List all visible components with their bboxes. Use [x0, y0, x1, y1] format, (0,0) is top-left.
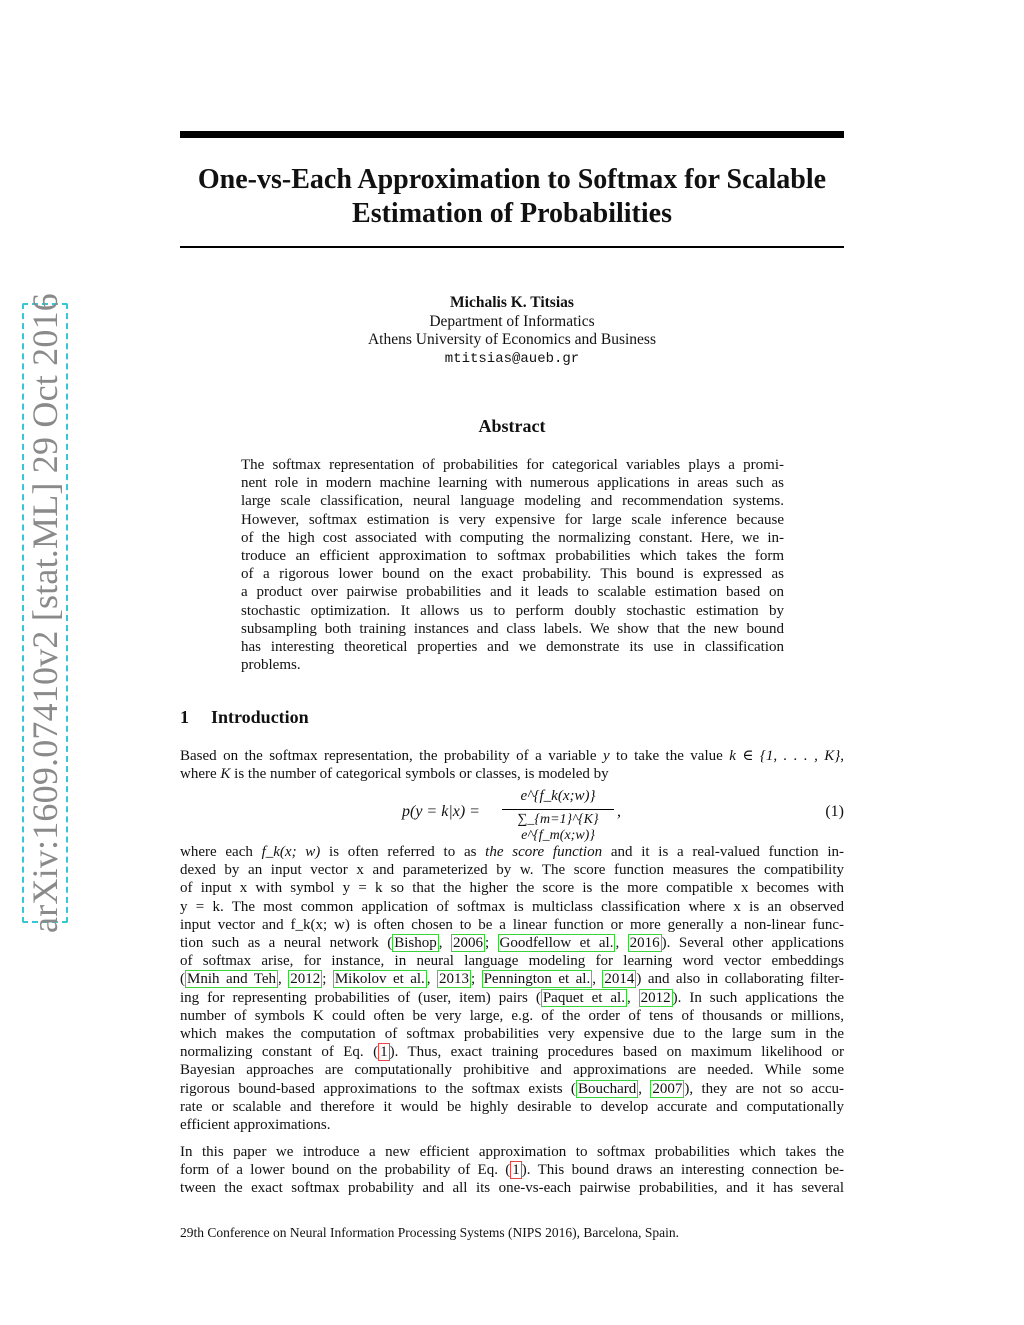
text-line: where K is the number of categorical symbols or classes, is modeled by	[180, 766, 609, 783]
text-line: which makes the computation of softmax probabilities very expensive due to the large sum in the	[180, 1026, 844, 1043]
equation-ref-link[interactable]: 1	[512, 1162, 520, 1179]
title-rule-top	[180, 131, 844, 138]
text-line: tion such as a neural network ( Bishop , 2006 ; Goodfellow et al. , 2016 ). Several other applications	[180, 935, 845, 952]
paper-title	[180, 163, 844, 231]
title-line-2: Estimation of Probabilities	[352, 198, 672, 229]
equation-number: (1)	[825, 803, 844, 820]
abstract-line: problems.	[241, 657, 301, 674]
text-line: efficient approximations.	[180, 1117, 331, 1134]
abstract-line: nent role in modern machine learning with numerous applications in areas such as	[241, 475, 784, 492]
citation-link[interactable]: 2012	[640, 989, 671, 1006]
equation-1	[180, 788, 844, 843]
abstract-heading: Abstract	[478, 416, 546, 436]
abstract-line: a product over pairwise probabilities and it leads to scalable estimation based on	[241, 584, 784, 601]
citation-link[interactable]: Mikolov et al.	[334, 971, 425, 988]
citation-link[interactable]: 2013	[438, 971, 469, 988]
text-line: In this paper we introduce a new efficient approximation to softmax probabilities which takes the	[180, 1144, 844, 1160]
equation-ref-link[interactable]: 1	[380, 1044, 388, 1061]
text-line: where each f_k(x; w) is often referred to as the score function and it is a real-valued function in-	[180, 844, 844, 860]
title-rule-bottom	[180, 246, 844, 248]
author-name: Michalis K. Titsias	[450, 294, 574, 311]
author-department: Department of Informatics	[429, 312, 595, 330]
citation-link[interactable]: Bouchard	[577, 1080, 637, 1097]
abstract-line: troduce an efficient approximation to softmax probabilities which takes the form	[241, 548, 784, 565]
abstract-line: The softmax representation of probabilities for categorical variables plays a promi-	[241, 457, 784, 473]
abstract-line: However, softmax estimation is very expensive for large scale inference because	[241, 511, 784, 528]
equation-comma: ,	[617, 803, 621, 820]
text-line: form of a lower bound on the probability of Eq. ( 1 ). This bound draws an interesting connection be-	[180, 1162, 844, 1179]
text-line: y = k. The most common application of softmax is multiclass classification where x is an observed	[180, 898, 844, 915]
text-line: input vector and f_k(x; w) is often chosen to be a linear function or more generally a non-linear func-	[180, 916, 844, 933]
citation-link[interactable]: Mnih and Teh	[187, 971, 277, 988]
equation-fraction	[502, 788, 614, 844]
text-line: ing for representing probabilities of (user, item) pairs ( Paquet et al. , 2012 ). In such applications the	[180, 989, 845, 1006]
citation-link[interactable]: 2006	[452, 935, 483, 952]
abstract-line: of a rigorous lower bound on the exact probability. This bound is expressed as	[241, 566, 784, 583]
citation-link[interactable]: Bishop	[394, 935, 437, 952]
abstract-line: stochastic optimization. It allows us to perform doubly stochastic estimation by	[241, 602, 784, 619]
author-affiliation: Athens University of Economics and Business	[367, 331, 656, 348]
author-block	[180, 294, 844, 368]
text-line: of softmax arise, for instance, in neural language modeling for learning word vector embeddings	[180, 953, 844, 970]
arxiv-stamp: arXiv:1609.07410v2 [stat.ML] 29 Oct 2016	[22, 303, 68, 923]
equation-lhs: p(y = k|x) =	[402, 803, 480, 820]
text-line: of input x with symbol y = k so that the higher the score is the more compatible x becomes with	[180, 880, 844, 897]
text-line: number of symbols K could often be very large, e.g. of the order of tens of thousands or millions,	[180, 1007, 844, 1024]
intro-paragraph-2	[180, 843, 844, 1134]
intro-paragraph-3	[180, 1143, 844, 1198]
author-email[interactable]: mtitsias@aueb.gr	[444, 350, 580, 367]
fraction-bar	[502, 809, 614, 810]
abstract-line: subsampling both training instances and class labels. We show that the new bound	[241, 620, 784, 637]
citation-link[interactable]: Paquet et al.	[542, 989, 625, 1006]
citation-link[interactable]: Goodfellow et al.	[499, 935, 614, 952]
citation-link[interactable]: 2012	[290, 971, 321, 988]
abstract-line: large scale classification, neural language modeling and recommendation systems.	[241, 493, 784, 510]
abstract-line: of the high cost associated with computing the normalizing constant. Here, we in-	[241, 529, 784, 546]
section-heading-introduction	[180, 707, 309, 728]
text-line: dexed by an input vector x and parameterized by w. The score function measures the compatibility	[180, 862, 844, 879]
citation-link[interactable]: 2014	[604, 971, 635, 988]
text-line: Bayesian approaches are computationally prohibitive and approximations are needed. While some	[180, 1062, 844, 1079]
equation-denominator: ∑_{m=1}^{K} e^{f_m(x;w)}	[517, 812, 599, 843]
section-title: Introduction	[211, 707, 309, 727]
text-line: rigorous bound-based approximations to the softmax exists ( Bouchard , 2007 ), they are not so accu-	[180, 1080, 845, 1097]
text-line: Based on the softmax representation, the probability of a variable y to take the value k ∈ {1, . . . , K},	[180, 748, 845, 764]
citation-link[interactable]: 2016	[629, 935, 660, 952]
text-line: tween the exact softmax probability and all its one-vs-each pairwise probabilities, and it has several	[180, 1180, 844, 1197]
intro-paragraph-1	[180, 747, 844, 783]
citation-link[interactable]: 2007	[652, 1080, 683, 1097]
abstract-body	[241, 456, 784, 674]
conference-footnote: 29th Conference on Neural Information Processing Systems (NIPS 2016), Barcelona, Spain.	[180, 1225, 680, 1240]
section-number: 1	[180, 707, 189, 727]
equation-numerator: e^{f_k(x;w)}	[520, 788, 596, 804]
abstract-line: has interesting theoretical properties and we demonstrate its use in classification	[241, 639, 784, 656]
text-line: ( Mnih and Teh , 2012 ; Mikolov et al. , 2013 ; Pennington et al. , 2014 ) and also in collaborating filter-	[180, 971, 845, 988]
citation-link[interactable]: Pennington et al.	[483, 971, 591, 988]
title-line-1: One-vs-Each Approximation to Softmax for Scalable	[197, 164, 827, 195]
text-line: rate or scalable and therefore it would be highly desirable to develop accurate and computationally	[180, 1098, 844, 1115]
text-line: normalizing constant of Eq. ( 1 ). Thus, exact training procedures based on maximum likelihood or	[180, 1044, 845, 1061]
